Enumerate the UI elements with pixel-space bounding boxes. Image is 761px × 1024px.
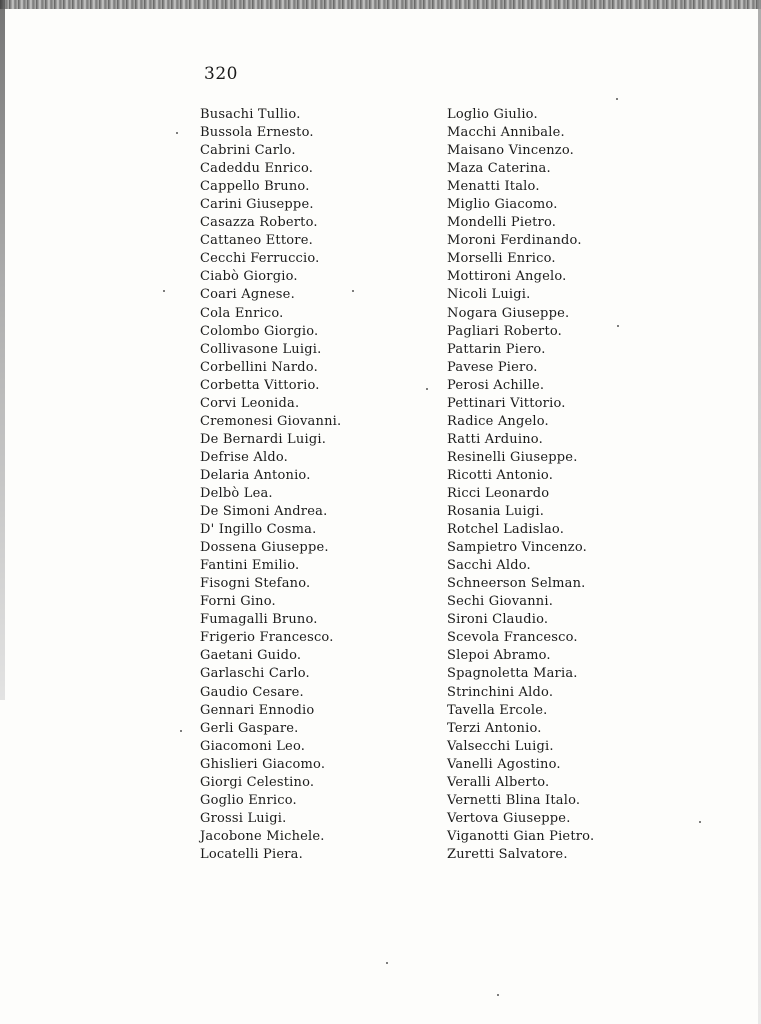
name-entry: Ghislieri Giacomo. [200,756,326,772]
name-entry: Delbò Lea. [200,485,273,501]
name-entry: Giacomoni Leo. [200,738,306,754]
scanned-page-top-edge [0,0,761,9]
name-entry: Corbetta Vittorio. [200,377,320,393]
name-entry: Zuretti Salvatore. [447,846,568,862]
name-entry: Cremonesi Giovanni. [200,413,342,429]
name-entry: Rosania Luigi. [447,504,545,520]
name-entry: Fisogni Stefano. [200,576,311,592]
name-entry: Cabrini Carlo. [200,143,296,159]
scan-speck [352,290,354,292]
name-entry: Loglio Giulio. [447,107,538,122]
name-entry: Perosi Achille. [447,377,545,393]
name-entry: Nogara Giuseppe. [447,305,570,321]
name-entry: Cattaneo Ettore. [200,233,313,249]
name-entry: Dossena Giuseppe. [200,540,329,556]
name-entry: D' Ingillo Cosma. [200,522,317,538]
name-entry: Pagliari Roberto. [447,323,563,339]
name-entry: Macchi Annibale. [447,125,565,141]
name-entry: Maisano Vincenzo. [447,143,574,159]
name-entry: Tavella Ercole. [447,702,548,718]
name-entry: De Simoni Andrea. [200,504,328,520]
name-entry: Nicoli Luigi. [447,287,531,303]
name-entry: Corvi Leonida. [200,395,300,411]
name-entry: Jacobone Michele. [200,828,325,844]
name-entry: Collivasone Luigi. [200,341,322,357]
name-entry: Veralli Alberto. [447,774,550,790]
name-entry: De Bernardi Luigi. [200,431,327,447]
name-entry: Cappello Bruno. [200,179,310,195]
name-entry: Vanelli Agostino. [447,756,561,772]
name-entry: Ratti Arduino. [447,431,543,447]
names-column-right [447,106,594,864]
name-entry: Colombo Giorgio. [200,323,319,339]
name-entry: Coari Agnese. [200,287,295,303]
name-entry: Mottironi Angelo. [447,269,567,285]
name-entry: Sironi Claudio. [447,612,549,628]
name-entry: Pettinari Vittorio. [447,395,566,411]
scan-speck [617,325,619,327]
scan-speck [616,98,618,100]
name-entry: Vernetti Blina Italo. [447,792,581,808]
name-entry: Pavese Piero. [447,359,538,375]
name-entry: Frigerio Francesco. [200,630,334,646]
names-column-left [200,106,341,864]
name-entry: Resinelli Giuseppe. [447,449,578,465]
name-entry: Rotchel Ladislao. [447,522,565,538]
name-entry: Mondelli Pietro. [447,215,557,231]
name-entry: Spagnoletta Maria. [447,666,578,682]
name-entry: Locatelli Piera. [200,846,303,862]
name-entry: Forni Gino. [200,594,276,610]
name-entry: Miglio Giacomo. [447,197,558,213]
name-entry: Pattarin Piero. [447,341,546,357]
scan-speck [426,388,428,390]
name-entry: Gaudio Cesare. [200,684,304,700]
name-entry: Defrise Aldo. [200,449,288,465]
name-entry: Viganotti Gian Pietro. [447,828,595,844]
name-entry: Goglio Enrico. [200,792,297,808]
name-entry: Terzi Antonio. [447,720,542,736]
name-entry: Scevola Francesco. [447,630,578,646]
name-entry: Menatti Italo. [447,179,540,195]
name-entry: Ciabò Giorgio. [200,269,298,285]
name-entry: Giorgi Celestino. [200,774,315,790]
name-entry: Carini Giuseppe. [200,197,314,213]
name-entry: Delaria Antonio. [200,467,311,483]
name-entry: Gerli Gaspare. [200,720,299,736]
scanned-page-left-edge [0,0,5,700]
name-entry: Slepoi Abramo. [447,648,551,664]
scan-speck [163,290,165,292]
name-entry: Cadeddu Enrico. [200,161,314,177]
scan-speck [176,132,178,134]
name-entry: Sacchi Aldo. [447,558,531,574]
name-entry: Cola Enrico. [200,305,284,321]
name-entry: Grossi Luigi. [200,810,287,826]
name-entry: Vertova Giuseppe. [447,810,571,826]
name-entry: Gaetani Guido. [200,648,302,664]
name-entry: Fumagalli Bruno. [200,612,318,628]
scan-speck [386,962,388,964]
scan-speck [699,821,701,823]
name-entry: Corbellini Nardo. [200,359,318,375]
name-entry: Busachi Tullio. [200,107,301,122]
page-number: 320 [204,64,238,84]
name-entry: Cecchi Ferruccio. [200,251,320,267]
scan-speck [180,730,182,732]
name-entry: Valsecchi Luigi. [447,738,554,754]
name-entry: Garlaschi Carlo. [200,666,310,682]
scan-speck [497,994,499,996]
name-entry: Radice Angelo. [447,413,549,429]
name-entry: Maza Caterina. [447,161,551,177]
name-entry: Ricci Leonardo [447,485,550,501]
name-entry: Moroni Ferdinando. [447,233,582,249]
name-entry: Bussola Ernesto. [200,125,314,141]
name-entry: Schneerson Selman. [447,576,586,592]
name-entry: Sechi Giovanni. [447,594,554,610]
name-entry: Casazza Roberto. [200,215,318,231]
name-entry: Ricotti Antonio. [447,467,554,483]
name-entry: Sampietro Vincenzo. [447,540,587,556]
name-entry: Gennari Ennodio [200,702,315,718]
name-entry: Morselli Enrico. [447,251,556,267]
name-entry: Strinchini Aldo. [447,684,554,700]
name-entry: Fantini Emilio. [200,558,300,574]
